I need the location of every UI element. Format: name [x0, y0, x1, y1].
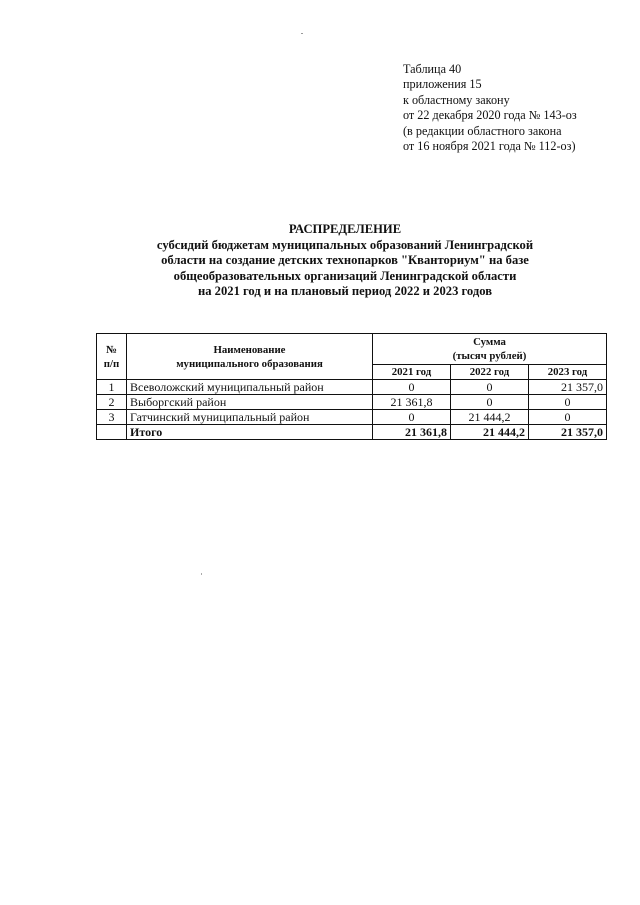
column-header-name: [127, 334, 373, 380]
total-2023: 21 357,0: [529, 425, 607, 440]
title-line: общеобразовательных организаций Ленинградской области: [173, 268, 517, 283]
appendix-line: (в редакции областного закона: [403, 123, 562, 138]
appendix-reference: [403, 62, 577, 154]
value-2023: 0: [529, 395, 607, 410]
value-2021: 0: [373, 380, 451, 395]
header-text: №: [106, 343, 117, 356]
appendix-line: от 16 ноября 2021 года № 112-оз): [403, 139, 576, 154]
value-2023: 21 357,0: [529, 380, 607, 395]
header-text: (тысяч рублей): [452, 350, 527, 362]
scan-speck: [301, 33, 303, 34]
column-header-2023: 2023 год: [529, 365, 607, 380]
table-total-row: [97, 425, 607, 440]
appendix-line: от 22 декабря 2020 года № 143-оз: [403, 108, 577, 123]
title-line: РАСПРЕДЕЛЕНИЕ: [288, 222, 402, 236]
table-row: [97, 395, 607, 410]
value-2021: 21 361,8: [373, 395, 451, 410]
header-text: п/п: [103, 357, 120, 370]
appendix-line: приложения 15: [403, 77, 482, 92]
total-2021: 21 361,8: [373, 425, 451, 440]
table-row: [97, 410, 607, 425]
scan-speck: [201, 573, 202, 575]
title-line: на 2021 год и на плановый период 2022 и 2023 годов: [197, 284, 493, 299]
header-text: муниципального образования: [176, 357, 323, 370]
total-label: Итого: [127, 425, 373, 440]
column-header-2021: 2021 год: [373, 365, 451, 380]
appendix-line: к областному закону: [403, 92, 510, 107]
row-name: Всеволожский муниципальный район: [127, 380, 373, 395]
value-2021: 0: [373, 410, 451, 425]
value-2022: 0: [451, 380, 529, 395]
row-name: Выборгский район: [127, 395, 373, 410]
header-text: Сумма: [473, 336, 506, 348]
column-header-number: [97, 334, 127, 380]
value-2022: 0: [451, 395, 529, 410]
title-line: субсидий бюджетам муниципальных образований Ленинградской: [156, 237, 534, 252]
row-name: Гатчинский муниципальный район: [127, 410, 373, 425]
total-2022: 21 444,2: [451, 425, 529, 440]
column-header-sum: [373, 334, 607, 365]
appendix-line: Таблица 40: [403, 62, 462, 76]
value-2022: 21 444,2: [451, 410, 529, 425]
total-number-cell: [97, 425, 127, 440]
header-text: Наименование: [213, 343, 286, 356]
table-header-row: [97, 334, 607, 365]
row-number: 1: [97, 380, 127, 395]
column-header-2022: 2022 год: [451, 365, 529, 380]
table-row: [97, 380, 607, 395]
row-number: 3: [97, 410, 127, 425]
row-number: 2: [97, 395, 127, 410]
value-2023: 0: [529, 410, 607, 425]
title-line: области на создание детских технопарков "Кванториум" на базе: [161, 253, 529, 268]
document-title: [80, 222, 610, 300]
distribution-table: [96, 333, 607, 440]
